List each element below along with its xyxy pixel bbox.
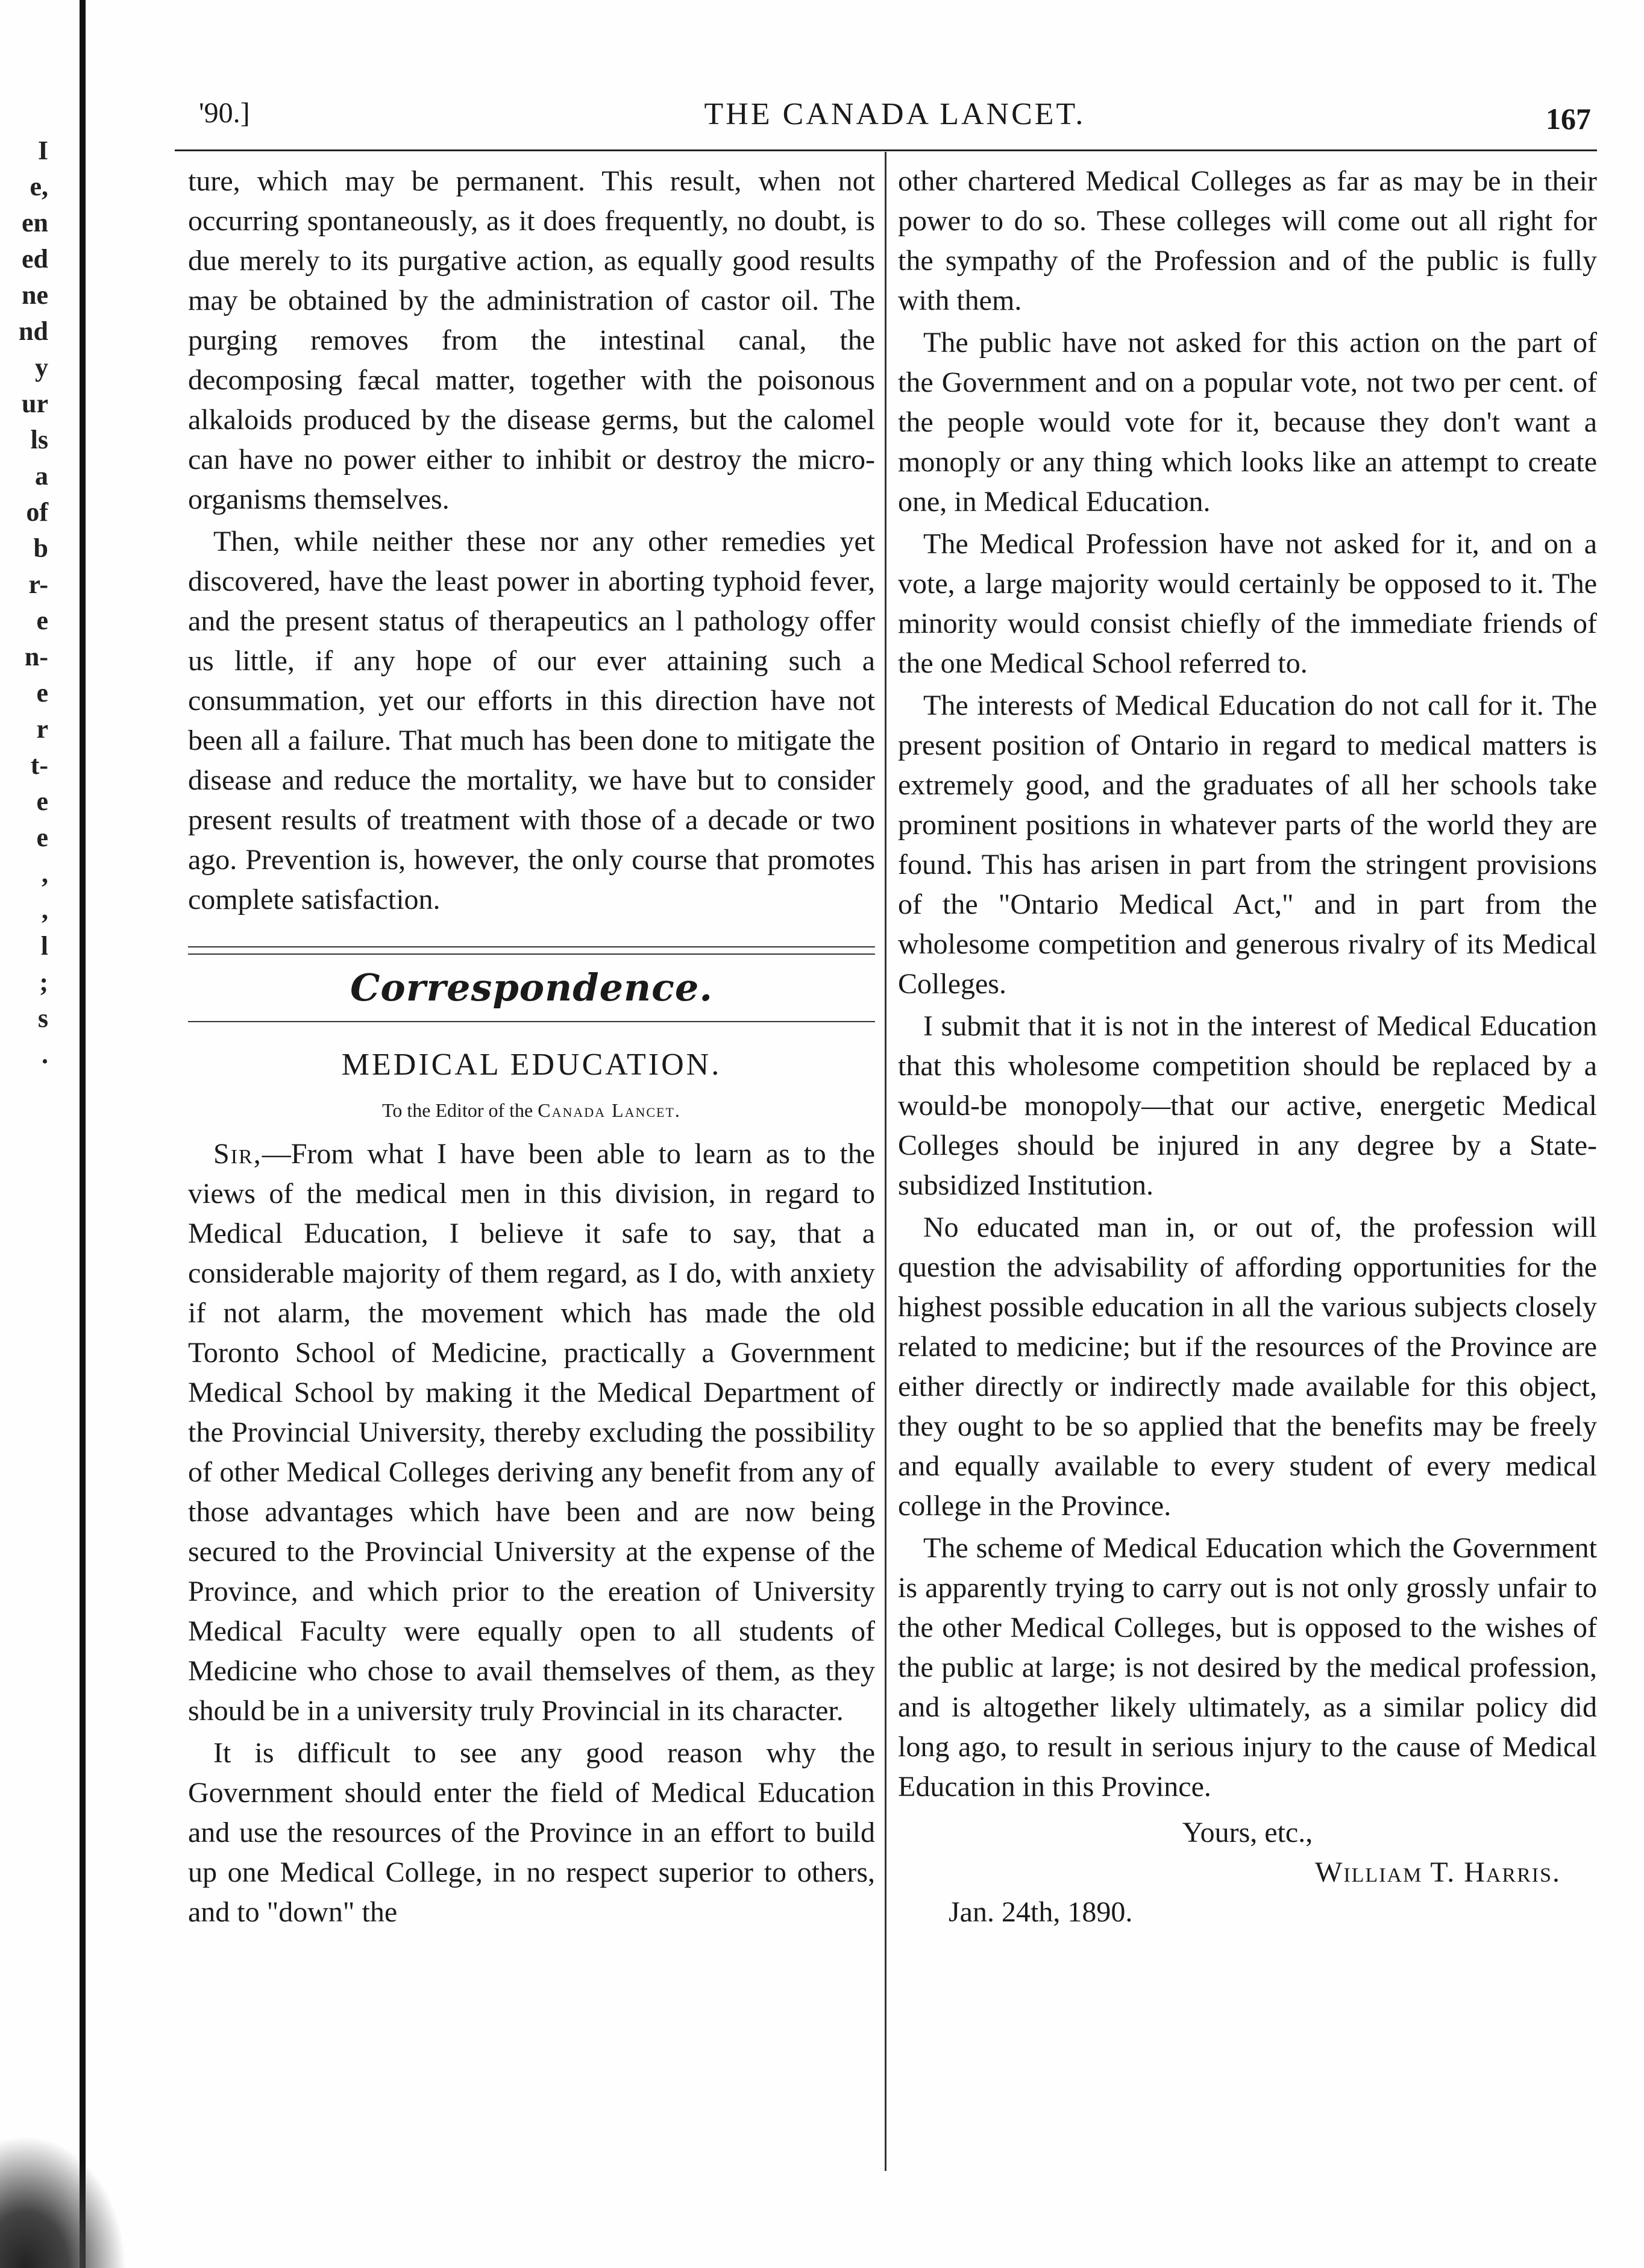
letter-paragraph-text: —From what I have been able to learn as to the views of the medical men in this division, in regard to Medical Education, I believe it safe to say, that a considerable majority of them regard, as I do, with anxiety if not alarm, the movement which has made the old Toronto School of Medicine, practically a Government Medical School by making it the Medical Department of the Provincial University, thereby excluding the possibility of other Medical Colleges deriving any benefit from any of those advantages which have been and are now being secured to the Provincial University at the expense of the Province, and which prior to the ereation of University Medical Faculty were equally open to all students of Medicine who chose to avail themselves of them, as they should be in a university truly Provincial in its character. — [188, 1138, 875, 1727]
letter-signature: William T. Harris. — [1315, 1856, 1561, 1888]
letter-paragraph: The Medical Profession have not asked for it, and on a vote, a large majority would certainly be opposed to it. The minority would consist chiefly of the immediate friends of the one Medical School referred to. — [898, 528, 1597, 679]
column-divider — [885, 152, 886, 2171]
bleed-fragment: y — [35, 353, 48, 382]
bleed-fragment: . — [42, 1040, 48, 1069]
bleed-fragment: r — [36, 714, 48, 744]
letter-paragraph: The scheme of Medical Education which the Government is apparently trying to carry out is not only grossly unfair to the other Medical Colleges, but is opposed to the wishes of the public at large; is not desired by the medical profession, and is altogether likely ultimately, as a similar policy did long ago, to result in serious injury to the cause of Medical Education in this Province. — [898, 1532, 1597, 1803]
page-header — [199, 96, 1591, 151]
letter-paragraph — [188, 1134, 875, 1731]
bleed-fragment: ; — [39, 967, 48, 997]
article-title: MEDICAL EDUCATION. — [341, 1048, 722, 1082]
bleed-fragment: ne — [22, 280, 48, 310]
bleed-fragment: e — [36, 678, 48, 708]
salutation: Sir, — [213, 1138, 262, 1170]
section-divider-top — [188, 946, 875, 955]
letter-paragraph: It is difficult to see any good reason why the Government should enter the field of Medical Education and use the resources of the Province in an effort to build up one Medical College, in no respect superior to others, and to "down" the — [188, 1737, 875, 1928]
bleed-fragment: a — [35, 461, 48, 491]
right-column — [898, 162, 1597, 1932]
letter-addressee — [188, 1092, 875, 1128]
page-number: 167 — [1546, 102, 1591, 136]
letter-paragraph: The public have not asked for this action on the part of the Government and on a popular vote, not two per cent. of the people would vote for it, because they don't want a monoply or any thing which looks like an attempt to create one, in Medical Education. — [898, 327, 1597, 518]
bleed-fragment: en — [22, 208, 48, 237]
left-column — [188, 162, 875, 1932]
letter-date: Jan. 24th, 1890. — [949, 1896, 1133, 1928]
binding-edge — [80, 0, 86, 2268]
section-divider-bottom — [188, 1021, 875, 1022]
bleed-fragment: e — [36, 823, 48, 852]
bleed-fragment: nd — [19, 316, 48, 346]
bleed-fragment: of — [26, 497, 48, 527]
section-heading: Correspondence. — [350, 966, 713, 1010]
bleed-fragment: b — [33, 533, 48, 563]
body-paragraph: ture, which may be permanent. This result, when not occurring spontaneously, as it does frequently, no doubt, is due merely to its purgative action, as equally good results may be obtained by the administration of castor oil. The purging removes from the intestinal canal, the decomposing fæcal matter, together with the poisonous alkaloids produced by the disease germs, but the calomel can have no power either to inhibit or destroy the micro-organisms themselves. — [188, 165, 875, 515]
bleed-fragment: ed — [22, 244, 48, 274]
bleed-fragment: ls — [30, 425, 48, 454]
letter-paragraph: No educated man in, or out of, the profession will question the advisability of affording opportunities for the highest possible education in all the various subjects closely related to medicine; but if the resources of the Province are either directly or indirectly made available for this object, they ought to be so applied that the benefits may be freely and equally available to every student of every medical college in the Province. — [898, 1211, 1597, 1522]
bleed-fragment: , — [42, 895, 48, 925]
running-title: THE CANADA LANCET. — [704, 97, 1086, 131]
bleed-fragment: t- — [30, 750, 48, 780]
addressee-prefix: To the Editor of the — [382, 1099, 538, 1121]
volume-year: '90.] — [199, 97, 250, 129]
bleed-fragment: , — [42, 859, 48, 888]
bleed-fragment: e — [36, 787, 48, 816]
addressee-journal: Canada Lancet. — [538, 1099, 681, 1121]
letter-paragraph: The interests of Medical Education do not call for it. The present position of Ontario in regard to medical matters is extremely good, and the graduates of all her schools take prominent positions in whatever parts of the world they are found. This has arisen in part from the stringent provisions of the "Ontario Medical Act," and in part from the wholesome competition and generous rivalry of its Medical Colleges. — [898, 690, 1597, 1000]
binding-shadow — [0, 2135, 127, 2268]
letter-paragraph: other chartered Medical Colleges as far as may be in their power to do so. These colleges will come out all right for the sympathy of the Profession and of the public is fully with them. — [898, 165, 1597, 316]
body-paragraph: Then, while neither these nor any other remedies yet discovered, have the least power in aborting typhoid fever, and the present status of therapeutics an l pathology offer us little, if any hope of our ever attaining such a consummation, yet our efforts in this direction have not been all a failure. That much has been done to mitigate the disease and reduce the mortality, we have but to consider present results of treatment with those of a decade or two ago. Prevention is, however, the only course that promotes complete satisfaction. — [188, 526, 875, 916]
facing-page-bleed-text — [0, 133, 48, 1073]
bleed-fragment: r- — [28, 570, 48, 599]
bleed-fragment: e, — [30, 172, 48, 201]
letter-paragraph: I submit that it is not in the interest of Medical Education that this wholesome competition should be replaced by a would-be monopoly—that our active, energetic Medical Colleges should be injured in any degree by a State-subsidized Institution. — [898, 1010, 1597, 1201]
bleed-fragment: I — [37, 136, 48, 165]
bleed-fragment: e — [36, 606, 48, 635]
header-rule — [175, 149, 1597, 151]
letter-closing: Yours, etc., — [1182, 1817, 1313, 1849]
bleed-fragment: s — [37, 1004, 48, 1033]
bleed-fragment: l — [40, 931, 48, 961]
bleed-fragment: ur — [22, 389, 48, 418]
bleed-fragment: n- — [24, 642, 48, 671]
